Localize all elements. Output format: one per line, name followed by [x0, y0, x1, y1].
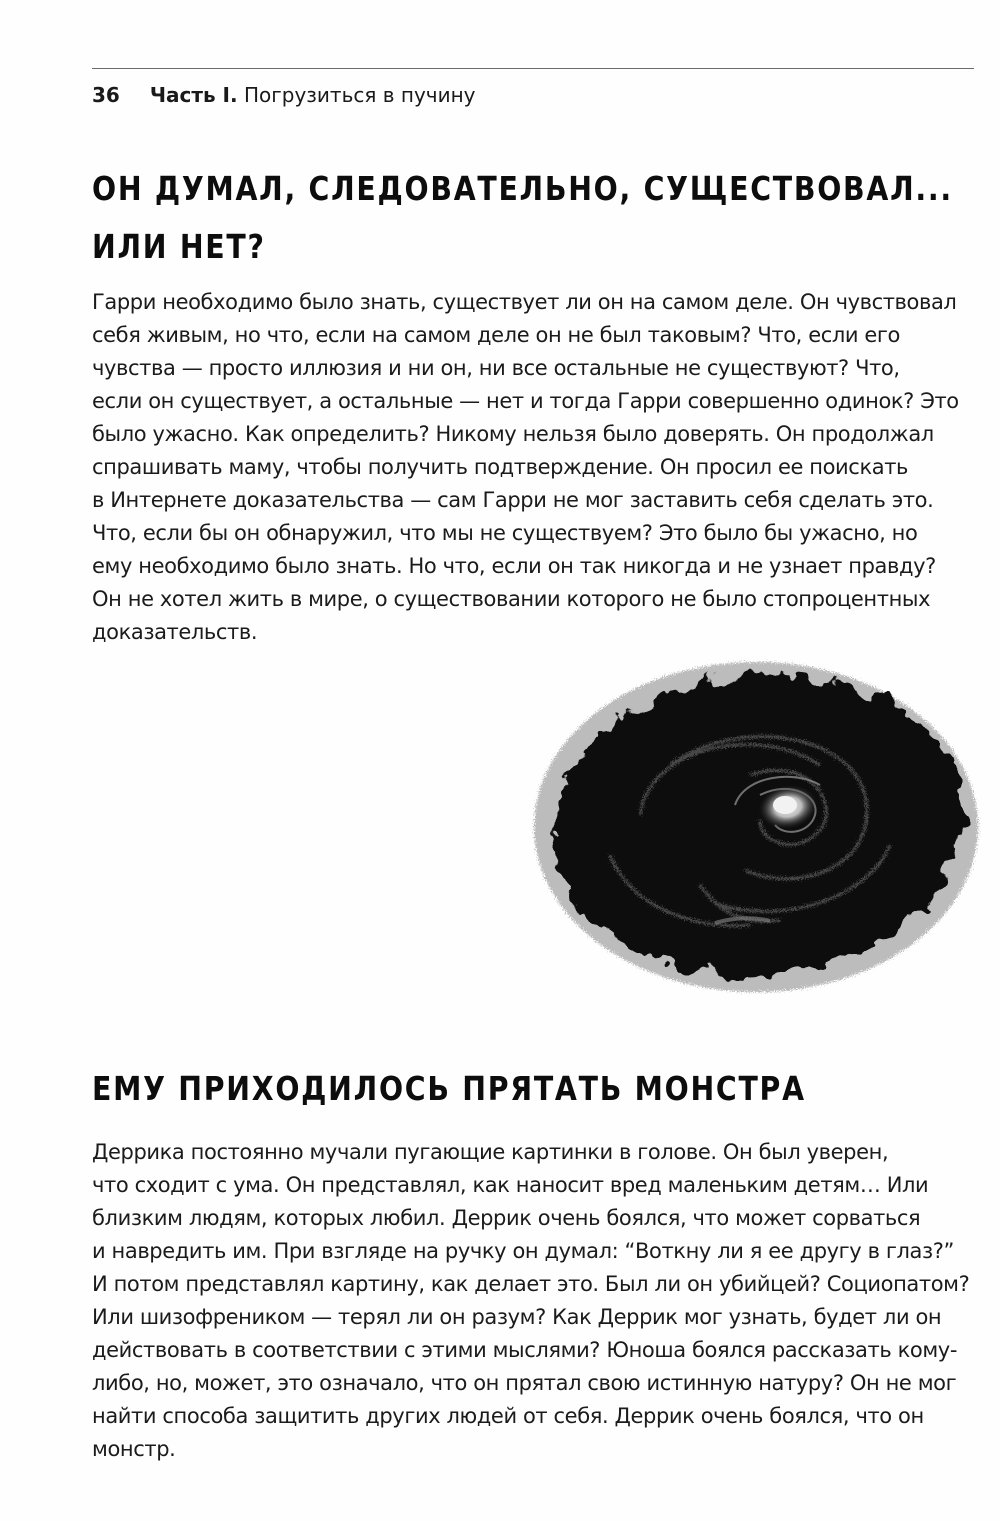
header-rule [92, 68, 974, 69]
text-line: Или шизофреником — терял ли он разум? Как Деррик мог узнать, будет ли он [92, 1305, 942, 1329]
text-line: спрашивать маму, чтобы получить подтверждение. Он просил ее поискать [92, 455, 909, 479]
text-line: найти способа защитить других людей от себя. Деррик очень боялся, что он [92, 1404, 924, 1428]
text-line: Он не хотел жить в мире, о существовании которого не было стопроцентных [92, 587, 931, 611]
text-line: Что, если бы он обнаружил, что мы не существуем? Это было бы ужасно, но [92, 521, 918, 545]
text-line: монстр. [92, 1437, 176, 1461]
section-heading-1-line-2: ИЛИ НЕТ? [92, 227, 266, 266]
text-line: И потом представлял картину, как делает это. Был ли он убийцей? Социопатом? [92, 1272, 970, 1296]
text-line: действовать в соответствии с этими мыслями? Юноша боялся рассказать кому- [92, 1338, 957, 1362]
paragraph-harry [92, 286, 977, 649]
part-title: Погрузиться в пучину [243, 83, 476, 107]
section-heading-2: ЕМУ ПРИХОДИЛОСЬ ПРЯТАТЬ МОНСТРА [92, 1069, 806, 1108]
text-line: что сходит с ума. Он представлял, как наносит вред маленьким детям… Или [92, 1173, 929, 1197]
page-number: 36 [92, 83, 120, 107]
text-line: либо, но, может, это означало, что он прятал свою истинную натуру? Он не мог [92, 1371, 957, 1395]
running-head [92, 80, 476, 110]
text-line: доказательств. [92, 620, 258, 644]
text-line: если он существует, а остальные — нет и тогда Гарри совершенно одинок? Это [92, 389, 959, 413]
text-line: близким людям, которых любил. Деррик очень боялся, что может сорваться [92, 1206, 921, 1230]
text-line: Гарри необходимо было знать, существует ли он на самом деле. Он чувствовал [92, 290, 957, 314]
text-line: было ужасно. Как определить? Никому нельзя было доверять. Он продолжал [92, 422, 934, 446]
text-line: чувства — просто иллюзия и ни он, ни все остальные не существуют? Что, [92, 356, 900, 380]
section-heading-1 [92, 160, 953, 276]
text-line: в Интернете доказательства — сам Гарри не мог заставить себя сделать это. [92, 488, 934, 512]
paragraph-derrick [92, 1136, 977, 1466]
part-label: Часть I. [149, 83, 238, 107]
text-line: и навредить им. При взгляде на ручку он думал: “Воткну ли я ее другу в глаз?” [92, 1239, 954, 1263]
text-line: себя живым, но что, если на самом деле он не был таковым? Что, если его [92, 323, 901, 347]
dark-swirl-vortex-icon [520, 655, 990, 1015]
text-line: Деррика постоянно мучали пугающие картинки в голове. Он был уверен, [92, 1140, 889, 1164]
section-heading-1-line-1: ОН ДУМАЛ, СЛЕДОВАТЕЛЬНО, СУЩЕСТВОВАЛ... [92, 169, 953, 208]
text-line: ему необходимо было знать. Но что, если он так никогда и не узнает правду? [92, 554, 936, 578]
